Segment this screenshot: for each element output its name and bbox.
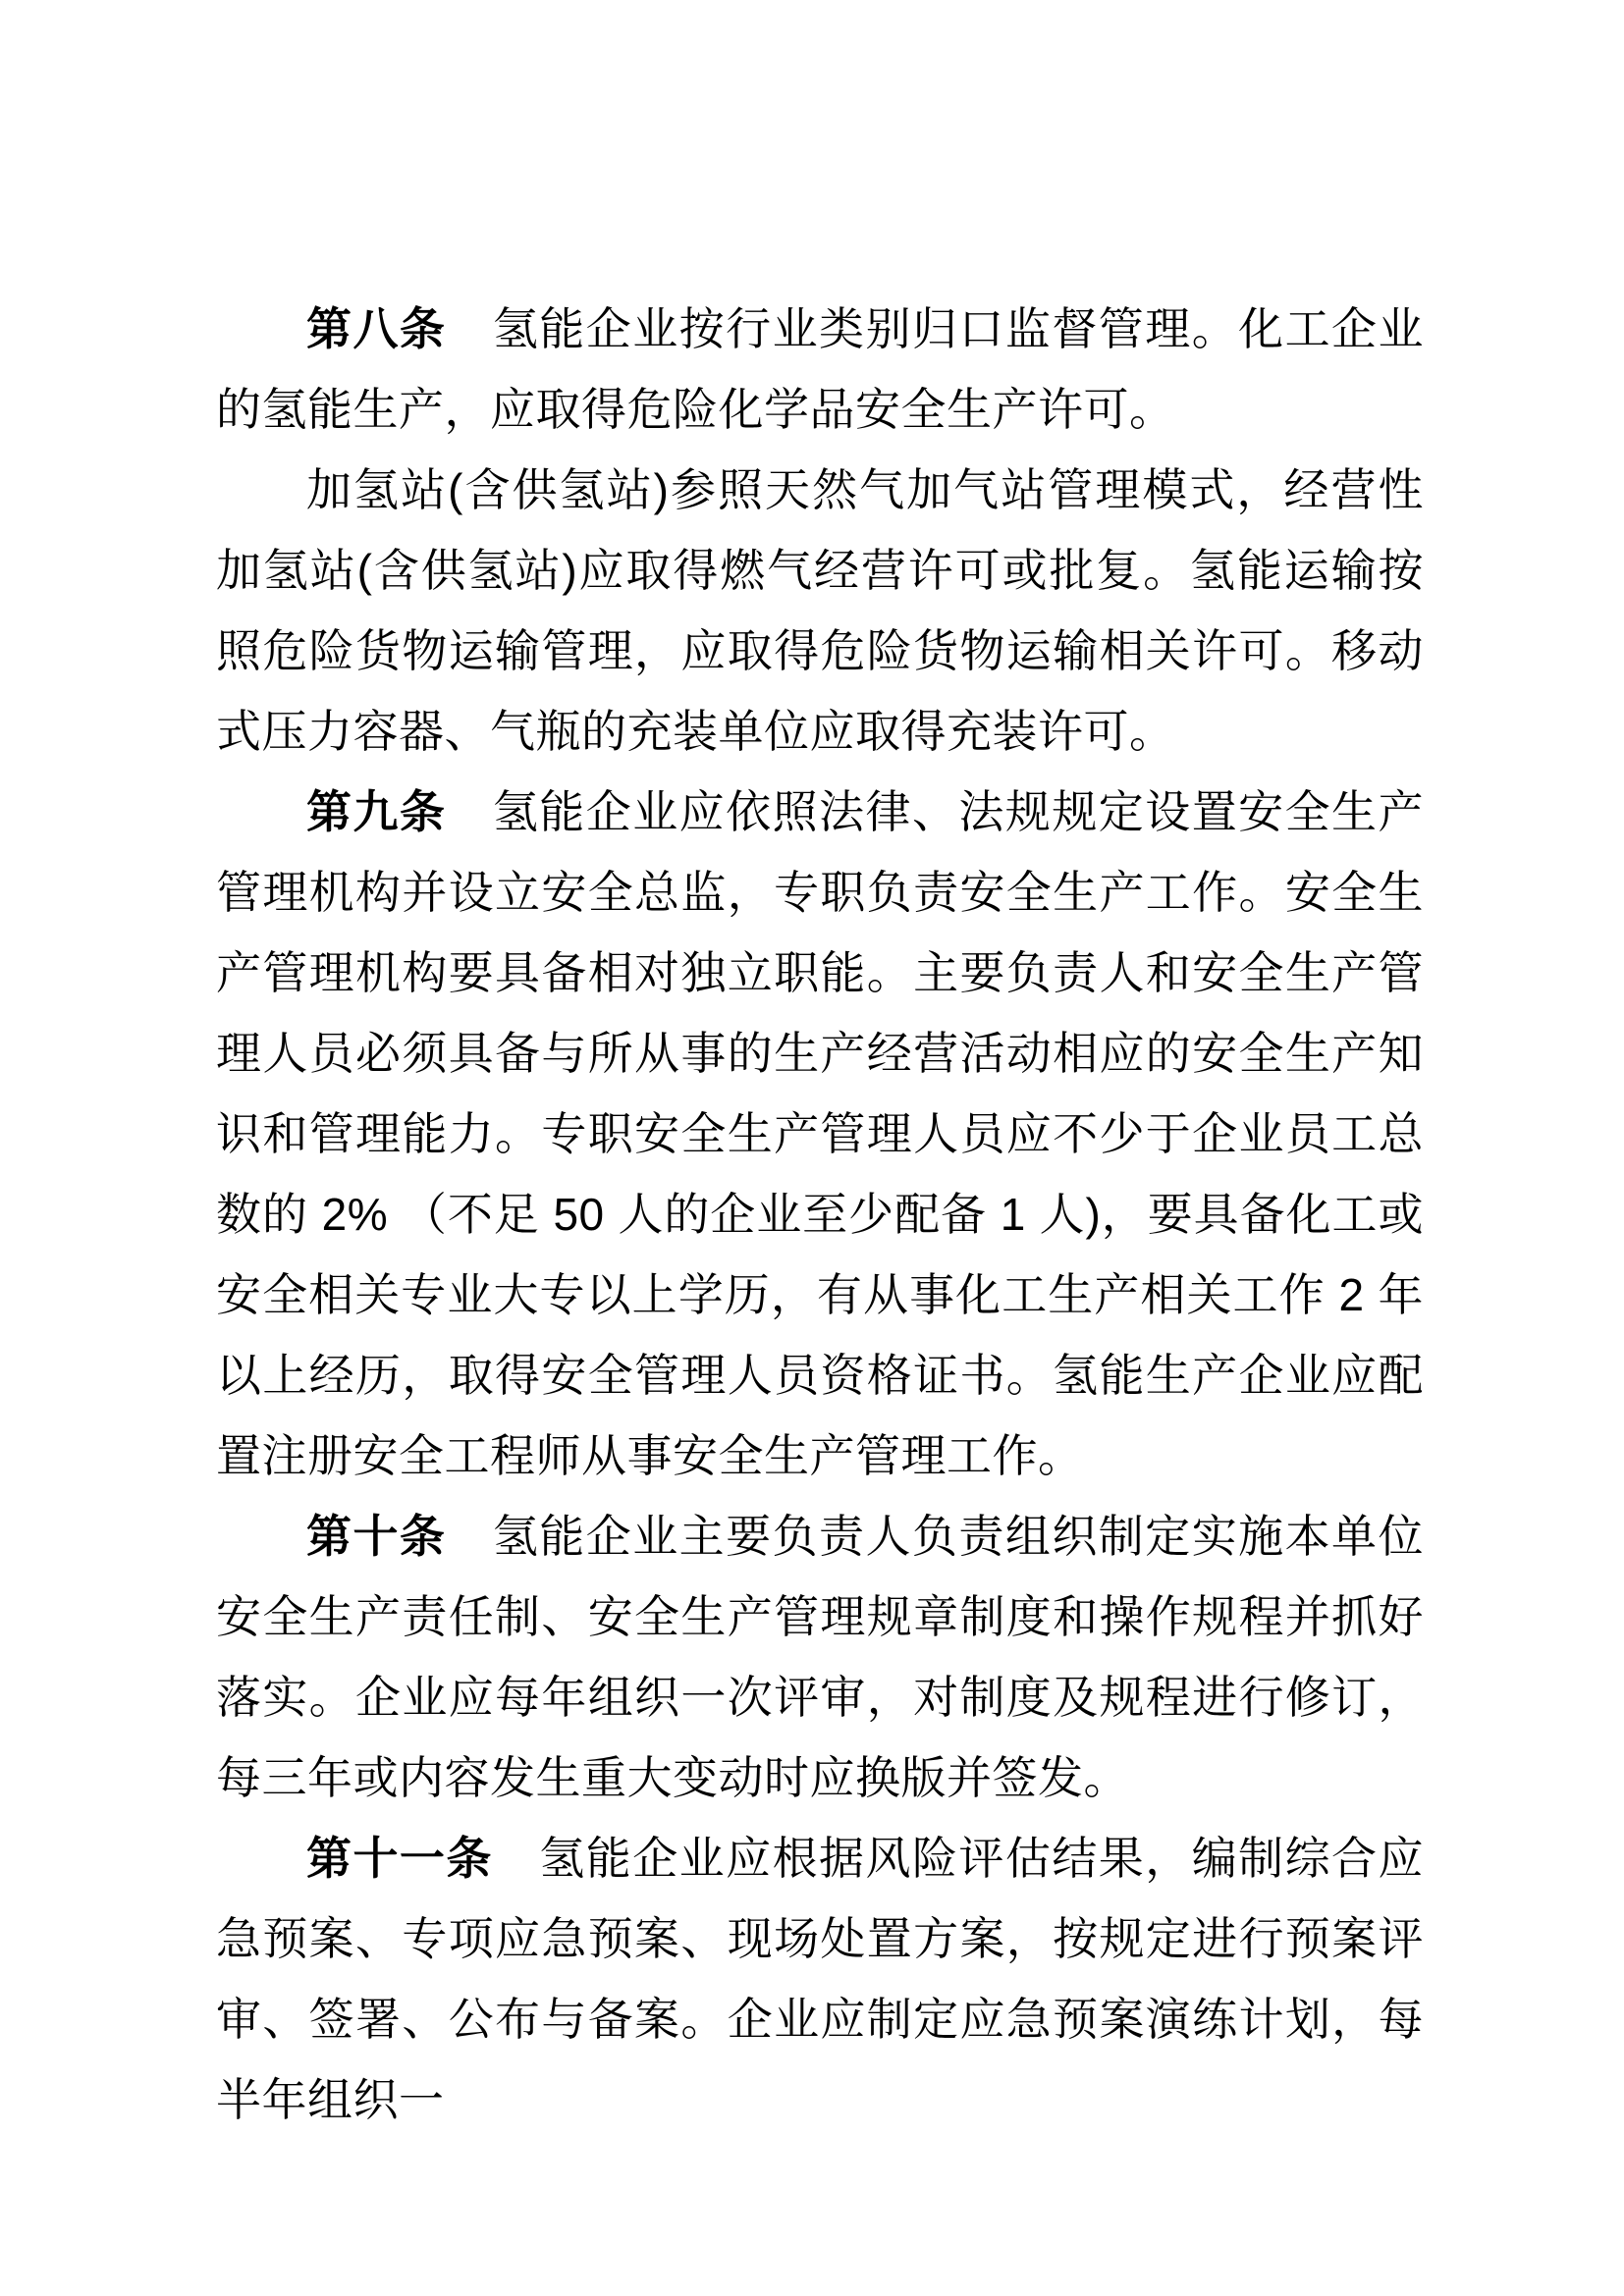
article-9-number: 第九条 xyxy=(306,786,447,837)
paragraph-article-9 xyxy=(216,772,1424,1496)
paragraph-article-10 xyxy=(216,1496,1424,1818)
paragraph-article-8 xyxy=(216,289,1424,450)
article-9-text: 氢能企业应依照法律、法规规定设置安全生产管理机构并设立安全总监，专职负责安全生产工作。安全生产管理机构要具备相对独立职能。主要负责人和安全生产管理人员必须具备与所从事的生产经营活动相应的安全生产知识和管理能力。专职安全生产管理人员应不少于企业员工总数的 2% （不足 50 人的企业至少配备 1 人)，要具备化工或安全相关专业大专以上学历，有从事化工生产相关工作 2 年以上经历，取得安全管理人员资格证书。氢能生产企业应配置注册安全工程师从事安全生产管理工作。 xyxy=(216,786,1425,1481)
paragraph-hydrogen-stations-text: 加氢站(含供氢站)参照天然气加气站管理模式，经营性加氢站(含供氢站)应取得燃气经营许可或批复。氢能运输按照危险货物运输管理，应取得危险货物运输相关许可。移动式压力容器、气瓶的充装单位应取得充装许可。 xyxy=(216,464,1424,757)
article-11-number: 第十一条 xyxy=(306,1833,493,1884)
paragraph-hydrogen-stations xyxy=(216,450,1424,772)
article-11-text: 氢能企业应根据风险评估结果，编制综合应急预案、专项应急预案、现场处置方案，按规定进行预案评审、签署、公布与备案。企业应制定应急预案演练计划，每半年组织一 xyxy=(216,1833,1425,2125)
paragraph-article-11 xyxy=(216,1818,1424,2140)
document-body xyxy=(216,289,1424,2140)
article-10-text: 氢能企业主要负责人负责组织制定实施本单位安全生产责任制、安全生产管理规章制度和操作规程并抓好落实。企业应每年组织一次评审，对制度及规程进行修订，每三年或内容发生重大变动时应换版并签发。 xyxy=(216,1511,1425,1803)
article-8-text: 氢能企业按行业类别归口监督管理。化工企业的氢能生产，应取得危险化学品安全生产许可。 xyxy=(216,303,1425,435)
article-10-number: 第十条 xyxy=(306,1511,447,1562)
article-8-number: 第八条 xyxy=(306,303,447,354)
